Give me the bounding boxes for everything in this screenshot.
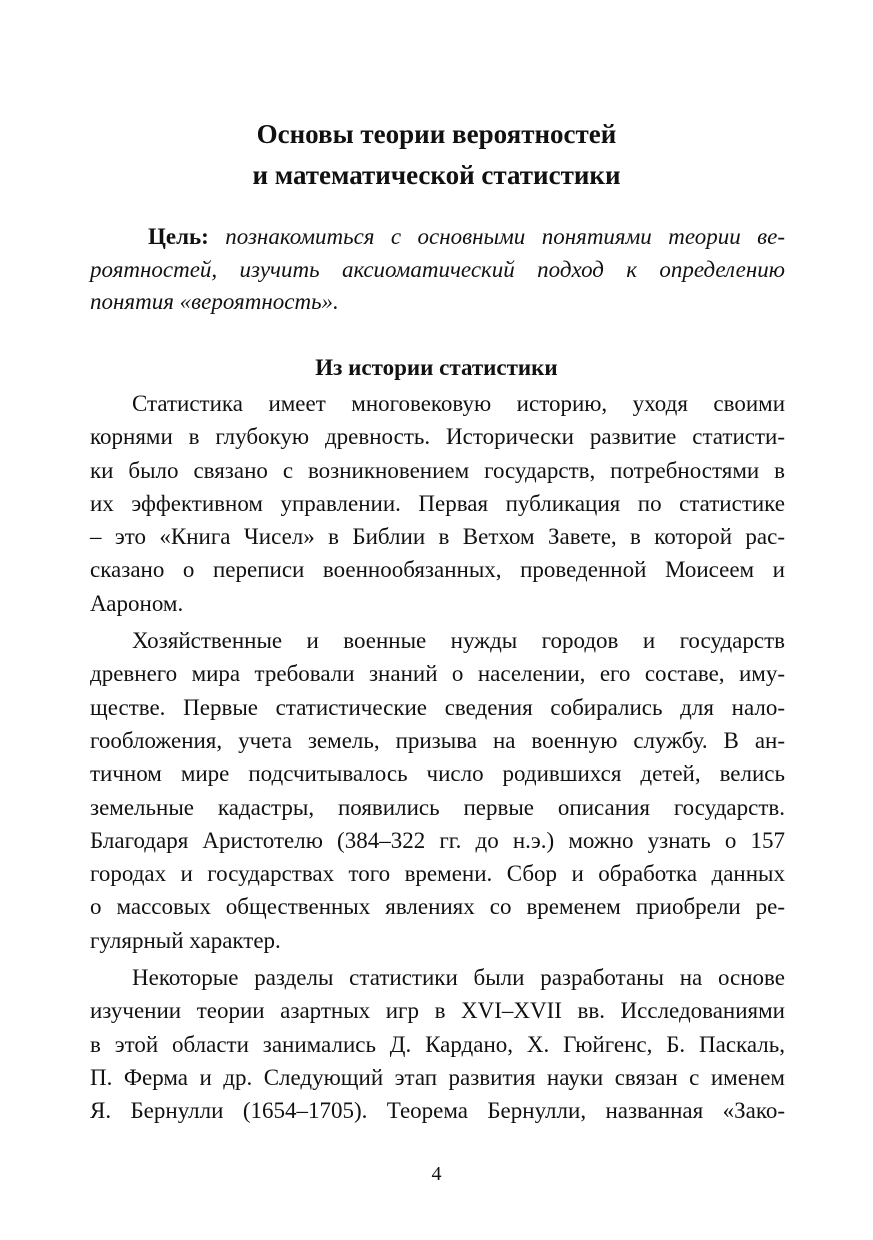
- text-line: изучении теории азартных игр в XVI–XVII вв. Исследованиями: [90, 998, 785, 1024]
- goal-text-1: познакомиться с основными понятиями теории ве-: [225, 224, 785, 249]
- section-heading: Из истории статистики: [315, 355, 558, 380]
- text-line: П. Ферма и др. Следующий этап развития науки связан с именем: [90, 1064, 785, 1090]
- goal-text-2: роятностей, изучить аксиоматический подход к определению: [90, 256, 785, 282]
- text-line: Аароном.: [90, 590, 184, 616]
- title-line-1: Основы теории вероятностей: [256, 119, 617, 149]
- page-title: [0, 114, 873, 196]
- text-line: Я. Бернулли (1654–1705). Теорема Бернулли, названная «Зако-: [90, 1098, 785, 1124]
- title-line-2: и математической статистики: [252, 160, 621, 190]
- paragraph: [90, 624, 785, 957]
- text-line: тичном мире подсчитывалось число родившихся детей, велись: [90, 761, 785, 787]
- text-line: их эффективном управлении. Первая публикация по статистике: [90, 490, 785, 516]
- paragraph: [90, 387, 785, 620]
- text-line: Некоторые разделы статистики были разработаны на основе: [132, 965, 785, 991]
- goal-text-3: понятия «вероятность».: [90, 289, 339, 314]
- text-line: ществе. Первые статистические сведения собирались для нало-: [90, 694, 785, 720]
- text-line: Статистика имеет многовековую историю, уходя своими: [132, 391, 785, 416]
- text-line: – это «Книга Чисел» в Библии в Ветхом Завете, в которой рас-: [90, 524, 785, 550]
- text-line: корнями в глубокую древность. Исторически развитие статисти-: [90, 424, 785, 450]
- goal-row-1: [90, 221, 785, 254]
- goal-statement: [90, 221, 785, 319]
- text-line: древнего мира требовали знаний о населении, его составе, иму-: [90, 661, 785, 687]
- text-line: ки было связано с возникновением государств, потребностями в: [90, 457, 785, 483]
- text-line: Хозяйственные и военные нужды городов и государств: [132, 628, 785, 654]
- text-line: сказано о переписи военнообязанных, проведенной Моисеем и: [90, 557, 785, 583]
- text-line: о массовых общественных явлениях со временем приобрели ре-: [90, 894, 785, 920]
- text-line: гообложения, учета земель, призыва на военную службу. В ан-: [90, 727, 785, 753]
- text-line: в этой области занимались Д. Кардано, Х. Гюйгенс, Б. Паскаль,: [90, 1031, 785, 1057]
- paragraph: [90, 961, 785, 1127]
- text-line: гулярный характер.: [90, 927, 281, 953]
- text-line: земельные кадастры, появились первые описания государств.: [90, 794, 785, 820]
- text-line: городах и государствах того времени. Сбор и обработка данных: [90, 861, 785, 887]
- body-text: [90, 387, 785, 1132]
- page-number: 4: [431, 1163, 442, 1185]
- goal-label: Цель:: [148, 224, 209, 249]
- text-line: Благодаря Аристотелю (384–322 гг. до н.э.) можно узнать о 157: [90, 827, 785, 853]
